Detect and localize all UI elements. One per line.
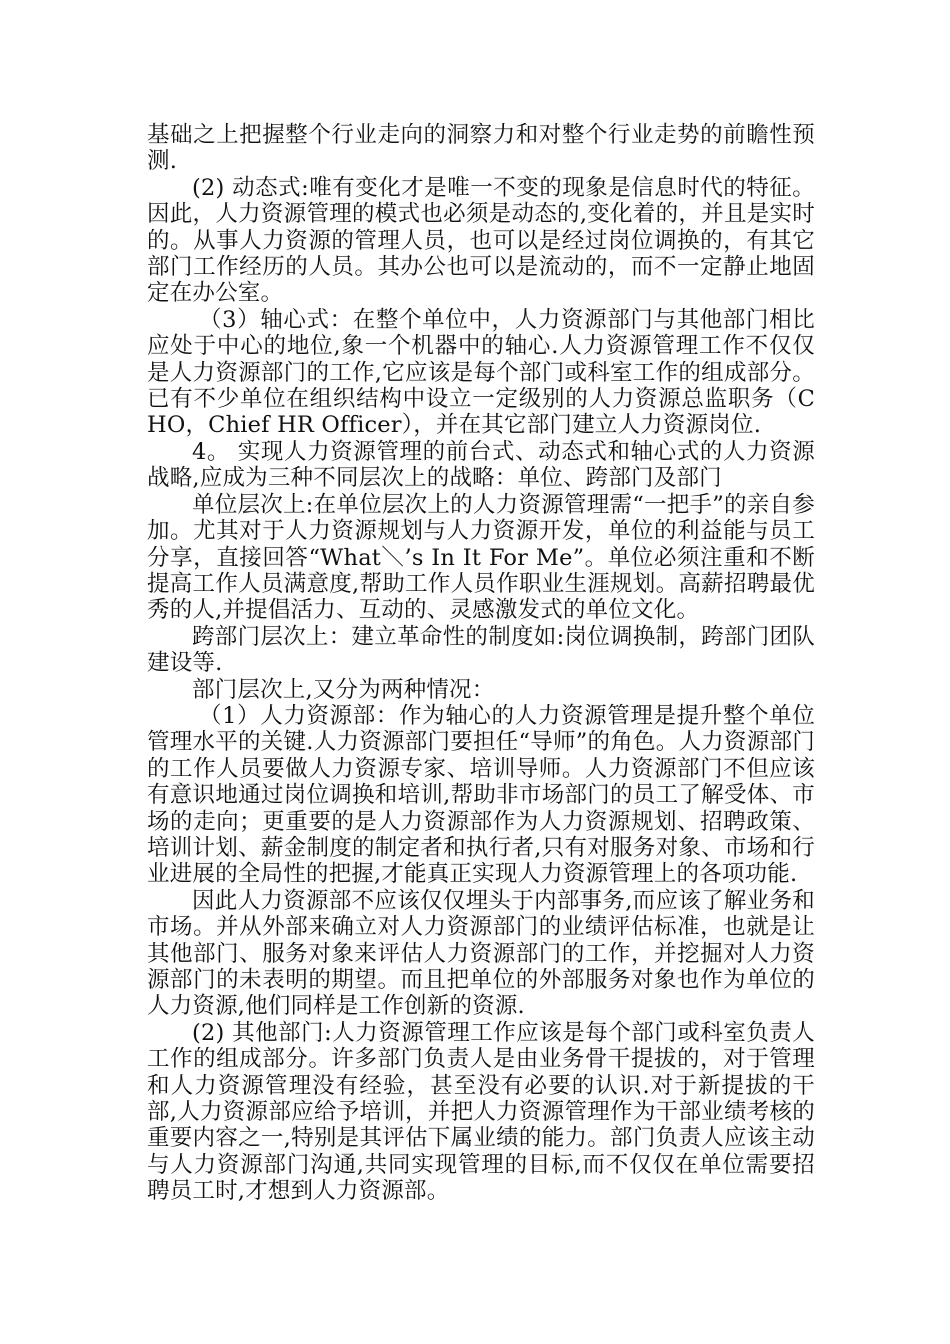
paragraph-cross-department-level: 跨部门层次上：建立革命性的制度如:岗位调换制，跨部门团队建设等. [147, 623, 815, 677]
paragraph-strategy-levels: 4。 实现人力资源管理的前台式、动态式和轴心式的人力资源战略,应成为三种不同层次上的战略：单位、跨部门及部门 [147, 438, 815, 492]
paragraph-dynamic-mode: (2) 动态式:唯有变化才是唯一不变的现象是信息时代的特征。因此，人力资源管理的模式也必须是动态的,变化着的，并且是实时的。从事人力资源的管理人员，也可以是经过岗位调换的，有其它部门工作经历的人员。其办公也可以是流动的，而不一定静止地固定在办公室。 [147, 174, 815, 307]
paragraph-unit-level: 单位层次上:在单位层次上的人力资源管理需“一把手”的亲自参加。尤其对于人力资源规划与人力资源开发，单位的利益能与员工分享，直接回答“What＼’s In It For Me”。单位必须注重和不断提高工作人员满意度,帮助工作人员作职业生涯规划。高薪招聘最优秀的人,并提倡活力、互动的、灵感激发式的单位文化。 [147, 491, 815, 624]
paragraph-hr-department: （1）人力资源部：作为轴心的人力资源管理是提升整个单位管理水平的关键.人力资源部门要担任“导师”的角色。人力资源部门的工作人员要做人力资源专家、培训导师。人力资源部门不但应该有意识地通过岗位调换和培训,帮助非市场部门的员工了解受体、市场的走向；更重要的是人力资源部作为人力资源规划、招聘政策、培训计划、薪金制度的制定者和执行者,只有对服务对象、市场和行业进展的全局性的把握,才能真正实现人力资源管理上的各项功能. [147, 702, 815, 888]
paragraph-department-level: 部门层次上,又分为两种情况： [192, 676, 495, 703]
paragraph-other-departments: (2) 其他部门:人力资源管理工作应该是每个部门或科室负责人工作的组成部分。许多部门负责人是由业务骨干提拔的，对于管理和人力资源管理没有经验，甚至没有必要的认识.对于新提拔的干部,人力资源部应给予培训，并把人力资源管理作为干部业绩考核的重要内容之一,特别是其评估下属业绩的能力。部门负责人应该主动与人力资源部门沟通,共同实现管理的目标,而不仅仅在单位需要招聘员工时,才想到人力资源部。 [147, 1019, 815, 1205]
document-body [147, 122, 815, 1205]
paragraph-continuation: 基础之上把握整个行业走向的洞察力和对整个行业走势的前瞻性预测. [147, 122, 815, 175]
paragraph-hr-external: 因此人力资源部不应该仅仅埋头于内部事务,而应该了解业务和市场。并从外部来确立对人力资源部门的业绩评估标准，也就是让其他部门、服务对象来评估人力资源部门的工作，并挖掘对人力资源部门的未表明的期望。而且把单位的外部服务对象也作为单位的人力资源,他们同样是工作创新的资源. [147, 887, 815, 1020]
paragraph-axis-mode: （3）轴心式：在整个单位中，人力资源部门与其他部门相比应处于中心的地位,象一个机器中的轴心.人力资源管理工作不仅仅是人力资源部门的工作,它应该是每个部门或科室工作的组成部分。已有不少单位在组织结构中设立一定级别的人力资源总监职务（CHO，Chief HR Officer），并在其它部门建立人力资源岗位. [147, 306, 815, 439]
